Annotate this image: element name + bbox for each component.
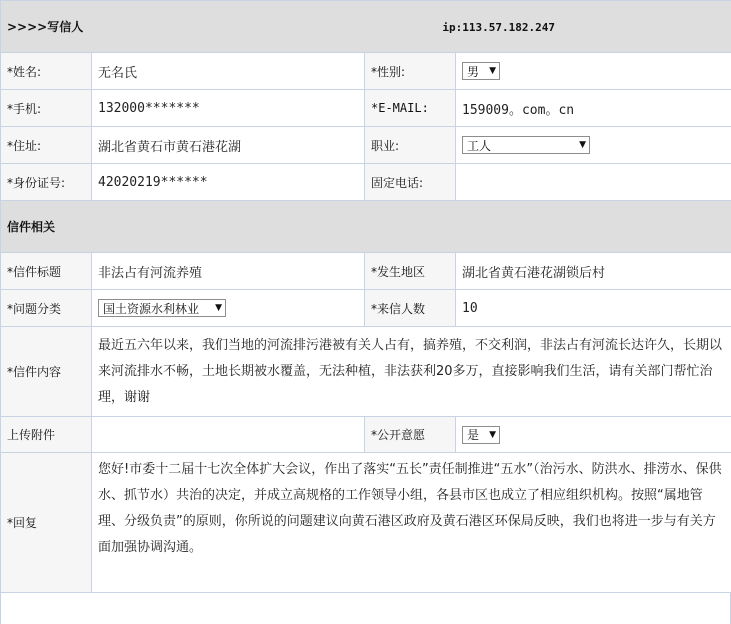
chevron-down-icon: ▼ <box>579 140 586 150</box>
location-label: *发生地区 <box>365 253 456 290</box>
landline-value <box>456 164 731 201</box>
letter-section-header <box>1 201 731 253</box>
landline-label: 固定电话: <box>365 164 456 201</box>
content-text: 最近五六年以来，我们当地的河流排污港被有关人占有，搞养殖，不交利润，非法占有河流长达许久，长期以来河流排水不畅，土地长期被水覆盖，无法种植，非法获利20多万，直接影响我们生活，请有关部门帮忙治理，谢谢 <box>98 337 723 405</box>
email-value: 159009。com。cn <box>456 90 731 127</box>
reply-label: *回复 <box>1 453 92 593</box>
attachment-label: 上传附件 <box>1 417 92 453</box>
category-select-value: 国土资源水利林业 <box>103 301 200 316</box>
name-value: 无名氏 <box>92 53 365 90</box>
public-label: *公开意愿 <box>365 417 456 453</box>
category-select[interactable] <box>98 299 226 317</box>
chevron-down-icon: ▼ <box>489 429 496 440</box>
reply-row <box>1 453 731 593</box>
count-value: 10 <box>456 290 731 327</box>
job-select[interactable] <box>462 136 590 154</box>
address-value: 湖北省黄石市黄石港花湖 <box>92 127 365 164</box>
email-label: *E-MAIL: <box>365 90 456 127</box>
letter-section-title: 信件相关 <box>1 201 731 253</box>
phone-label: *手机: <box>1 90 92 127</box>
public-select[interactable] <box>462 426 500 444</box>
gender-label: *性别: <box>365 53 456 90</box>
id-label: *身份证号: <box>1 164 92 201</box>
job-select-value: 工人 <box>467 138 492 153</box>
public-select-value: 是 <box>467 428 480 442</box>
reply-text: 您好!市委十二届十七次全体扩大会议，作出了落实“五长”责任制推进“五水”（治污水、防洪水、排涝水、保供水、抓节水）共治的决定，并成立高规格的工作领导小组，各县市区也成立了相应组织机构。按照“属地管理、分级负责”的原则，你所说的问题建议向黄石港区政府及黄石港区环保局反映，我们也将进一步与有关方面加强协调沟通。 <box>98 462 722 555</box>
chevron-down-icon: ▼ <box>489 66 496 76</box>
subject-location-row <box>1 253 731 290</box>
address-job-row <box>1 127 731 164</box>
category-count-row <box>1 290 731 327</box>
writer-section-title: >>>>写信人 <box>7 20 84 34</box>
content-row <box>1 327 731 417</box>
count-label: *来信人数 <box>365 290 456 327</box>
job-label: 职业: <box>365 127 456 164</box>
location-value: 湖北省黄石港花湖锁后村 <box>456 253 731 290</box>
id-value: 42020219****** <box>92 164 365 201</box>
name-label: *姓名: <box>1 53 92 90</box>
category-label: *问题分类 <box>1 290 92 327</box>
subject-value: 非法占有河流养殖 <box>92 253 365 290</box>
gender-select[interactable] <box>462 62 500 80</box>
attachment-value <box>92 417 365 453</box>
table-footer-border <box>0 592 731 624</box>
name-gender-row <box>1 53 731 90</box>
phone-value: 132000******* <box>92 90 365 127</box>
ip-address: ip:113.57.182.247 <box>442 21 556 34</box>
address-label: *住址: <box>1 127 92 164</box>
writer-section-header <box>1 1 731 53</box>
gender-select-value: 男 <box>467 64 480 79</box>
phone-email-row <box>1 90 731 127</box>
id-landline-row <box>1 164 731 201</box>
subject-label: *信件标题 <box>1 253 92 290</box>
content-label: *信件内容 <box>1 327 92 417</box>
attachment-public-row <box>1 417 731 453</box>
chevron-down-icon: ▼ <box>215 303 222 313</box>
